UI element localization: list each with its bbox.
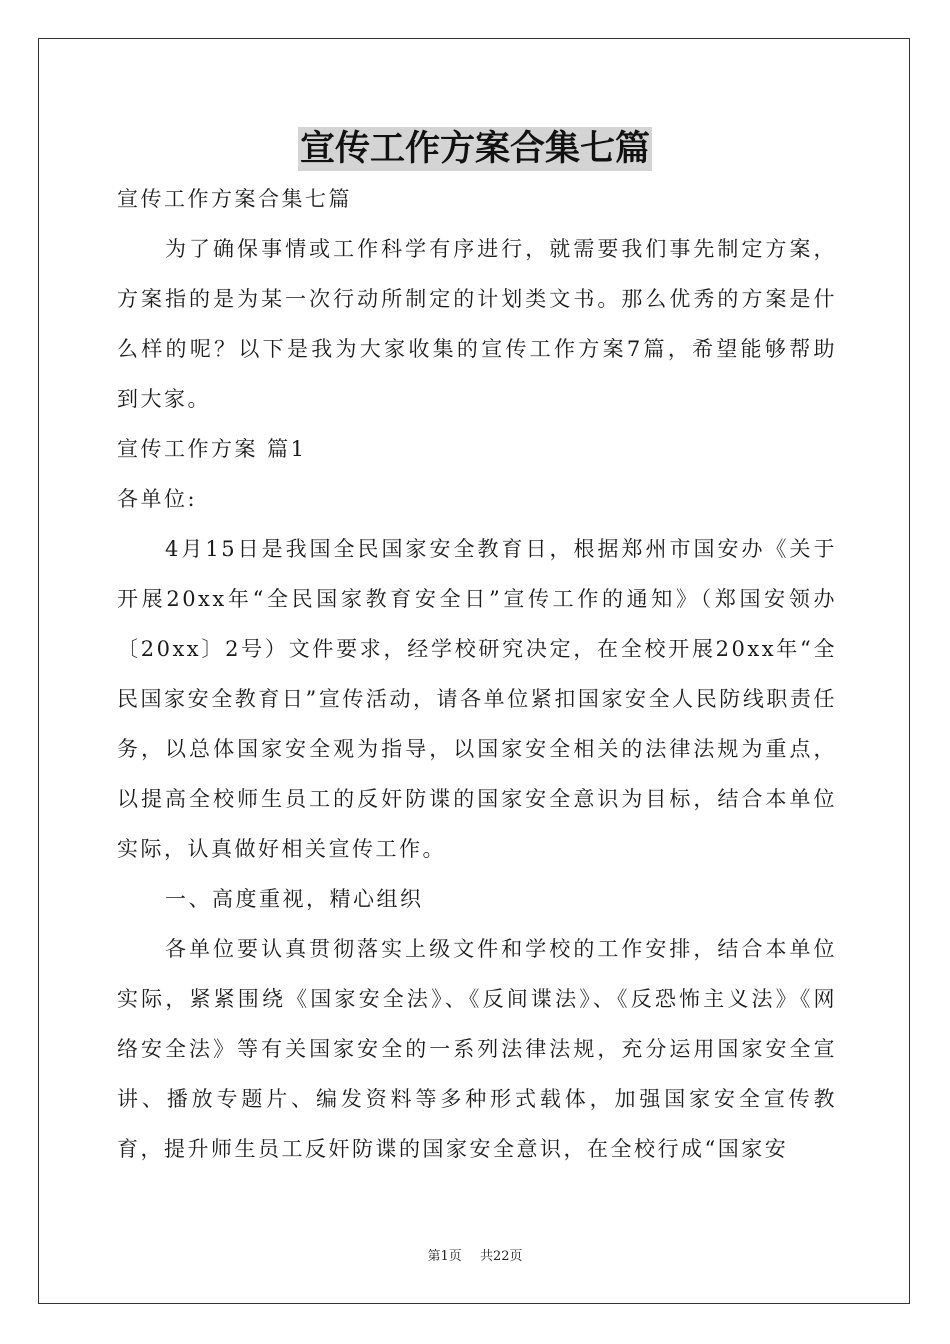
- page-footer: [0, 1245, 950, 1264]
- intro-paragraph: 为了确保事情或工作科学有序进行，就需要我们事先制定方案，方案指的是为某一次行动所制定的计划类文书。那么优秀的方案是什么样的呢？以下是我为大家收集的宣传工作方案7篇，希望能够帮助到大家。: [117, 237, 837, 411]
- title-container: [0, 127, 950, 171]
- section-heading: 宣传工作方案 篇1: [117, 437, 307, 461]
- document-body: [117, 174, 837, 1174]
- body-paragraph: 4月15日是我国全民国家安全教育日，根据郑州市国安办《关于开展20xx年“全民国家教育安全日”宣传工作的通知》（郑国安领办〔20xx〕2号）文件要求，经学校研究决定，在全校开展20xx年“全民国家安全教育日”宣传活动，请各单位紧扣国家安全人民防线职责任务，以总体国家安全观为指导，以国家安全相关的法律法规为重点，以提高全校师生员工的反奸防谍的国家安全意识为目标，结合本单位实际，认真做好相关宣传工作。: [117, 537, 837, 861]
- subtitle-line: 宣传工作方案合集七篇: [117, 187, 352, 211]
- subsection-heading: 一、高度重视，精心组织: [165, 887, 424, 911]
- salutation: 各单位:: [117, 487, 198, 511]
- page-total: 共22页: [479, 1249, 523, 1264]
- body-paragraph: 各单位要认真贯彻落实上级文件和学校的工作安排，结合本单位实际，紧紧围绕《国家安全法》、《反间谍法》、《反恐怖主义法》《网络安全法》等有关国家安全的一系列法律法规，充分运用国家安全宣讲、播放专题片、编发资料等多种形式载体，加强国家安全宣传教育，提升师生员工反奸防谍的国家安全意识，在全校行成“国家安: [117, 937, 837, 1161]
- page-number: 第1页: [427, 1249, 462, 1264]
- document-title: 宣传工作方案合集七篇: [299, 128, 650, 169]
